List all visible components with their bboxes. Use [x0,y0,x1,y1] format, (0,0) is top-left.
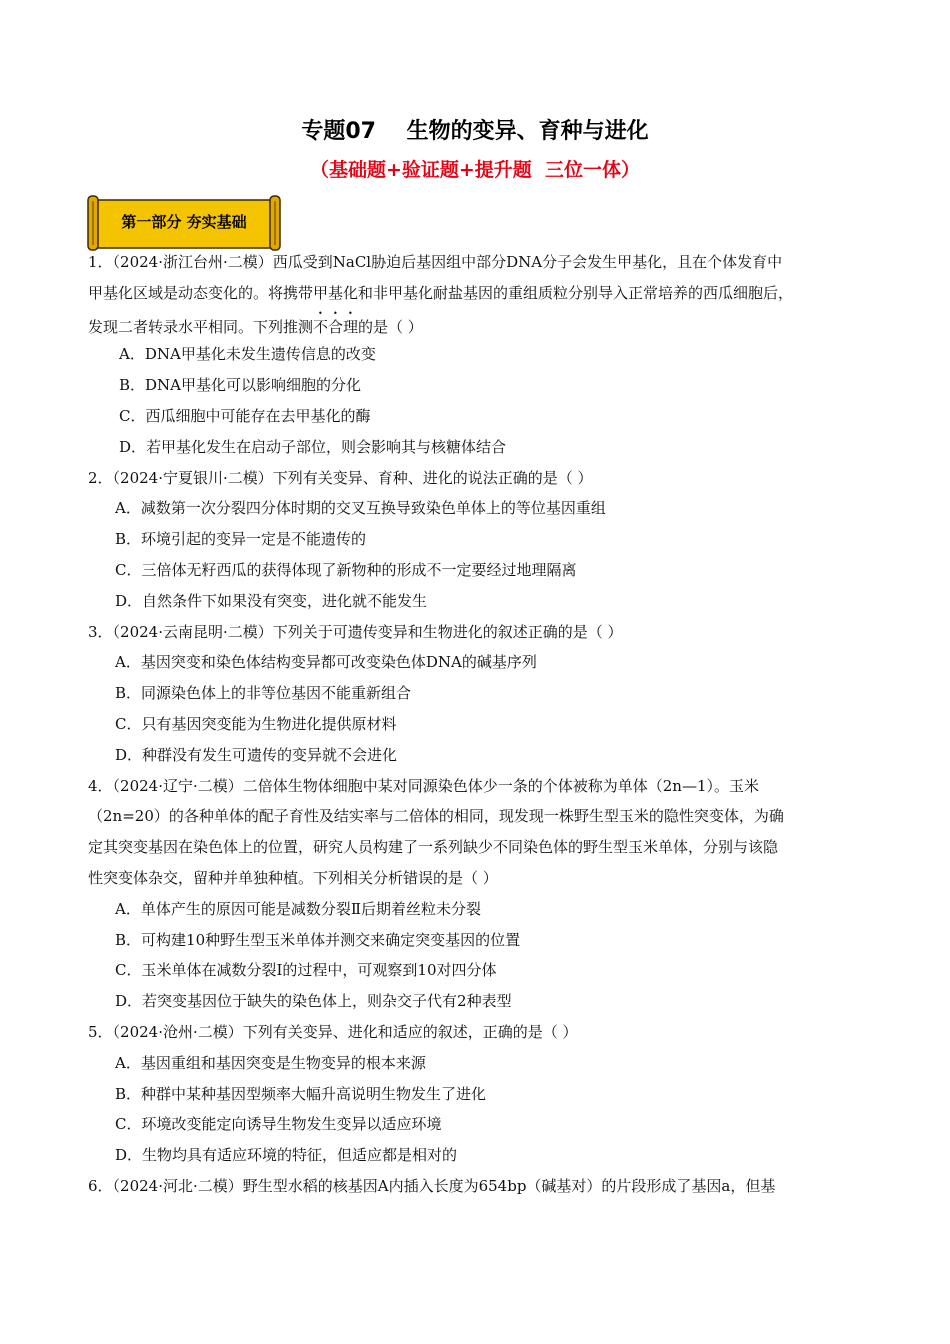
section-banner-label: 第一部分 夯实基础 [121,213,247,231]
question-stem-line: 1．（2024·浙江台州·二模）西瓜受到NaCl胁迫后基因组中部分DNA分子会发生甲基化，且在个体发育中 [88,253,783,271]
option-a: A．基因突变和染色体结构变异都可改变染色体DNA的碱基序列 [115,653,537,672]
option-b: B．同源染色体上的非等位基因不能重新组合 [115,684,412,703]
question-list [88,247,873,1202]
option-d: D．若甲基化发生在启动子部位，则会影响其与核糖体结合 [119,437,507,456]
question-3 [88,617,873,771]
option-b: B．环境引起的变异一定是不能遗传的 [115,530,367,549]
question-stem-line: 4．（2024·辽宁·二模）二倍体生物体细胞中某对同源染色体少一条的个体被称为单体（2n—1）。玉米 [88,776,760,795]
option-a: A．减数第一次分裂四分体时期的交叉互换导致染色单体上的等位基因重组 [115,499,606,518]
question-6 [88,1171,873,1202]
question-stem-line: 3．（2024·云南昆明·二模）下列关于可遗传变异和生物进化的叙述正确的是（ ） [88,622,623,641]
option-b: B．可构建10种野生型玉米单体并测交来确定突变基因的位置 [115,930,521,949]
question-stem-line [88,309,873,340]
option-d: D．若突变基因位于缺失的染色体上，则杂交子代有2种表型 [115,992,512,1011]
option-c: C．环境改变能定向诱导生物发生变异以适应环境 [115,1115,442,1134]
option-b: B．DNA甲基化可以影响细胞的分化 [119,376,362,395]
section-banner [86,193,282,253]
question-stem-line: （2n=20）的各种单体的配子育性及结实率与二倍体的相同，现发现一株野生型玉米的隐性突变体，为确 [88,807,784,826]
document-subtitle: （基础题+验证题+提升题 三位一体） [309,159,641,181]
question-stem-line: 2．（2024·宁夏银川·二模）下列有关变异、育种、进化的说法正确的是（ ） [88,468,593,487]
option-a: A．基因重组和基因突变是生物变异的根本来源 [115,1053,426,1072]
option-d: D．自然条件下如果没有突变，进化就不能发生 [115,591,428,610]
question-5 [88,1017,873,1171]
option-c: C．西瓜细胞中可能存在去甲基化的酶 [119,406,371,425]
question-stem-line: 定其突变基因在染色体上的位置，研究人员构建了一系列缺少不同染色体的野生型玉米单体，分别与该隐 [88,838,779,857]
option-c: C．三倍体无籽西瓜的获得体现了新物种的形成不一定要经过地理隔离 [115,560,577,579]
question-stem-line: 5．（2024·沧州·二模）下列有关变异、进化和适应的叙述，正确的是（ ） [88,1022,578,1041]
question-stem-line: 性突变体杂交，留种并单独种植。下列相关分析错误的是（ ） [88,868,498,887]
question-2 [88,463,873,617]
option-d: D．种群没有发生可遗传的变异就不会进化 [115,745,398,764]
option-c: C．只有基因突变能为生物进化提供原材料 [115,714,397,733]
question-stem-line: 甲基化区域是动态变化的。将携带甲基化和非甲基化耐盐基因的重组质粒分别导入正常培养的西瓜细胞后， [88,283,794,302]
question-stem-line: 6．（2024·河北·二模）野生型水稻的核基因A内插入长度为654bp（碱基对）的片段形成了基因a，但基 [88,1176,776,1195]
option-a: A．DNA甲基化未发生遗传信息的改变 [119,345,376,364]
option-c: C．玉米单体在减数分裂Ⅰ的过程中，可观察到10对四分体 [115,961,497,980]
option-d: D．生物均具有适应环境的特征，但适应都是相对的 [115,1146,458,1165]
option-b: B．种群中某种基因型频率大幅升高说明生物发生了进化 [115,1084,487,1103]
document-title: 专题07 生物的变异、育种与进化 [301,119,649,144]
question-1 [88,247,873,463]
stem-text: 的是（ ） [358,317,423,336]
question-4 [88,771,873,1017]
stem-text: 发现二者转录水平相同。下列推测 [88,317,314,336]
option-a: A．单体产生的原因可能是减数分裂Ⅱ后期着丝粒未分裂 [115,899,482,918]
emphasized-text: 不合理 [313,317,359,336]
